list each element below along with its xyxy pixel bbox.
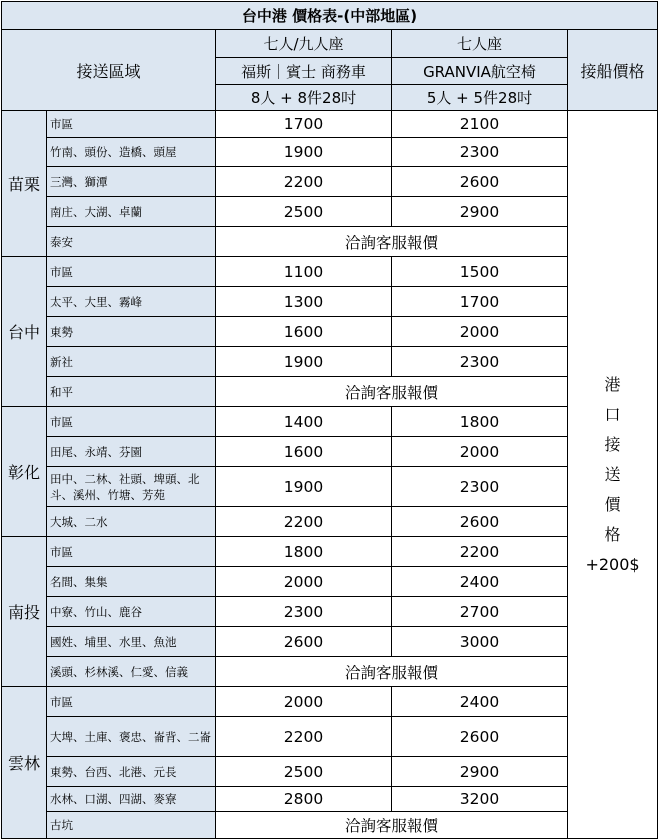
page-title: 台中港 價格表-(中部地區) [1,1,658,30]
price-cell-col1: 2200 [215,716,392,757]
header-col2-capacity: 5人 + 5件28吋 [391,84,568,111]
quote-cell: 洽詢客服報價 [215,376,568,407]
area-cell: 和平 [46,376,216,407]
price-cell-col2: 2400 [391,566,568,597]
area-cell: 水林、口湖、四湖、麥寮 [46,786,216,812]
area-cell: 太平、大里、霧峰 [46,286,216,317]
area-cell: 市區 [46,256,216,287]
price-cell-col2: 2000 [391,316,568,347]
price-cell-col2: 1700 [391,286,568,317]
header-col2-models: GRANVIA航空椅 [391,57,568,85]
quote-cell: 洽詢客服報價 [215,656,568,687]
price-cell-col1: 1800 [215,536,392,567]
header-pickup-label: 接船價格 [567,29,658,111]
region-name: 雲林 [1,686,47,839]
area-cell: 國姓、埔里、水里、魚池 [46,626,216,657]
area-cell: 大城、二水 [46,506,216,537]
area-cell: 三灣、獅潭 [46,166,216,197]
price-cell-col2: 3000 [391,626,568,657]
price-cell-col1: 2800 [215,786,392,812]
price-cell-col2: 2300 [391,137,568,167]
area-cell: 田尾、永靖、芬園 [46,436,216,467]
price-cell-col2: 2600 [391,166,568,197]
port-price-char: 格 [604,524,621,544]
header-col1-seats: 七人/九人座 [215,29,392,58]
price-cell-col1: 1900 [215,466,392,507]
area-cell: 市區 [46,406,216,437]
header-col2-seats: 七人座 [391,29,568,58]
area-cell: 市區 [46,110,216,138]
price-cell-col2: 2100 [391,110,568,138]
header-col1-models: 福斯｜賓士 商務車 [215,57,392,85]
port-pickup-price [567,110,658,839]
price-cell-col1: 1600 [215,316,392,347]
price-cell-col1: 2000 [215,686,392,717]
price-cell-col1: 1900 [215,346,392,377]
area-cell: 市區 [46,536,216,567]
area-cell: 古坑 [46,811,216,839]
region-name: 彰化 [1,406,47,537]
area-cell: 名間、集集 [46,566,216,597]
price-cell-col2: 2000 [391,436,568,467]
price-cell-col1: 2500 [215,756,392,787]
price-cell-col2: 2300 [391,346,568,377]
region-name: 台中 [1,256,47,407]
area-cell: 南庄、大湖、卓蘭 [46,196,216,227]
price-cell-col2: 2400 [391,686,568,717]
area-cell: 田中、二林、社頭、埤頭、北斗、溪州、竹塘、芳苑 [46,466,216,507]
area-cell: 竹南、頭份、造橋、頭屋 [46,137,216,167]
port-price-char: 港 [604,374,621,394]
price-cell-col2: 2600 [391,716,568,757]
price-cell-col2: 3200 [391,786,568,812]
price-cell-col1: 1600 [215,436,392,467]
price-cell-col1: 2000 [215,566,392,597]
area-cell: 新社 [46,346,216,377]
price-cell-col1: 2500 [215,196,392,227]
price-cell-col1: 1700 [215,110,392,138]
area-cell: 市區 [46,686,216,717]
region-name: 南投 [1,536,47,687]
price-cell-col1: 2200 [215,506,392,537]
area-cell: 中寮、竹山、鹿谷 [46,596,216,627]
port-price-char: 口 [604,404,621,424]
quote-cell: 洽詢客服報價 [215,811,568,839]
price-cell-col2: 2900 [391,196,568,227]
price-cell-col1: 1900 [215,137,392,167]
price-cell-col2: 2900 [391,756,568,787]
area-cell: 東勢 [46,316,216,347]
price-cell-col2: 1800 [391,406,568,437]
port-price-char: 價 [604,494,621,514]
price-cell-col1: 1300 [215,286,392,317]
header-area-label: 接送區域 [1,29,216,111]
price-cell-col1: 2200 [215,166,392,197]
port-price-amount: +200$ [585,554,640,574]
header-col1-capacity: 8人 + 8件28吋 [215,84,392,111]
port-price-char: 接 [604,434,621,454]
price-cell-col1: 2300 [215,596,392,627]
price-cell-col2: 1500 [391,256,568,287]
area-cell: 大埤、土庫、褒忠、崙背、二崙 [46,716,216,757]
price-cell-col1: 1400 [215,406,392,437]
area-cell: 東勢、台西、北港、元長 [46,756,216,787]
price-cell-col1: 1100 [215,256,392,287]
price-cell-col2: 2700 [391,596,568,627]
area-cell: 泰安 [46,226,216,257]
price-cell-col2: 2300 [391,466,568,507]
price-cell-col1: 2600 [215,626,392,657]
price-cell-col2: 2600 [391,506,568,537]
quote-cell: 洽詢客服報價 [215,226,568,257]
region-name: 苗栗 [1,110,47,257]
area-cell: 溪頭、杉林溪、仁愛、信義 [46,656,216,687]
price-cell-col2: 2200 [391,536,568,567]
port-price-char: 送 [604,464,621,484]
